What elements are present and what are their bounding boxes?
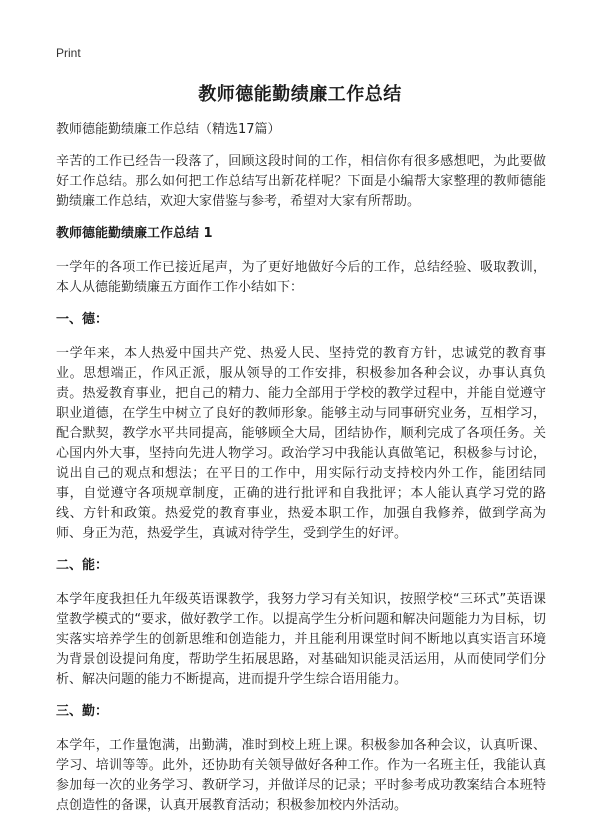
page-title: 教师德能勤绩廉工作总结	[198, 84, 402, 105]
section-heading-de: 一、德：	[56, 312, 109, 327]
document-subtitle: 教师德能勤绩廉工作总结（精选17篇）	[56, 122, 281, 137]
article-heading: 教师德能勤绩廉工作总结 1	[56, 226, 213, 241]
document-body	[56, 120, 546, 828]
section-heading-qin: 三、勤：	[56, 704, 109, 719]
section-heading-neng: 二、能：	[56, 558, 109, 573]
intro-paragraph: 辛苦的工作已经告一段落了，回顾这段时间的工作，相信你有很多感想吧，为此要做好工作总结。那么如何把工作总结写出新花样呢？下面是小编帮大家整理的教师德能勤绩廉工作总结，欢迎大家借鉴与参考，希望对大家有所帮助。	[56, 154, 546, 209]
section-body-neng: 本学年度我担任九年级英语课教学，我努力学习有关知识，按照学校“三环式”英语课堂教学模式的“要求，做好教学工作。以提高学生分析问题和解决问题能力为目标，切实落实培养学生的创新思维和创造能力，并且能利用课堂时间不断地以真实语言环境为背景创设提问角度，帮助学生拓展思路，对基础知识能灵活运用，从而使同学们分析、解决问题的能力不断提高，进而提升学生综合语用能力。	[56, 592, 546, 687]
article-intro-paragraph: 一学年的各项工作已接近尾声，为了更好地做好今后的工作，总结经验、吸取教训，本人从德能勤绩廉五方面作工作小结如下：	[56, 260, 546, 295]
section-body-de: 一学年来，本人热爱中国共产党、热爱人民、坚持党的教育方针，忠诚党的教育事业。思想端正，作风正派，服从领导的工作安排，积极参加各种会议，办事认真负责。热爱教育事业，把自己的精力、能力全部用于学校的教学过程中，并能自觉遵守职业道德，在学生中树立了良好的教师形象。能够主动与同事研究业务，互相学习，配合默契，教学水平共同提高，能够顾全大局，团结协作，顺利完成了各项任务。关心国内外大事，坚持向先进人物学习。政治学习中我能认真做笔记，积极参与讨论，说出自己的观点和想法；在平日的工作中，用实际行动支持校内外工作，能团结同事，自觉遵守各项规章制度，正确的进行批评和自我批评；本人能认真学习党的路线、方针和政策。热爱党的教育事业，热爱本职工作，加强自我修养，做到学高为师、身正为范，热爱学生，真诚对待学生，受到学生的好评。	[56, 346, 546, 541]
section-body-qin: 本学年，工作量饱满，出勤满，准时到校上班上课。积极参加各种会议，认真听课、学习、培训等等。此外，还协助有关领导做好各种工作。作为一名班主任，我能认真参加每一次的业务学习、教研学习，并做详尽的记录；平时参考成功教案结合本班特点创造性的备课，认真开展教育活动；积极参加校内外活动。	[56, 738, 546, 813]
print-link[interactable]: Print	[56, 46, 81, 60]
